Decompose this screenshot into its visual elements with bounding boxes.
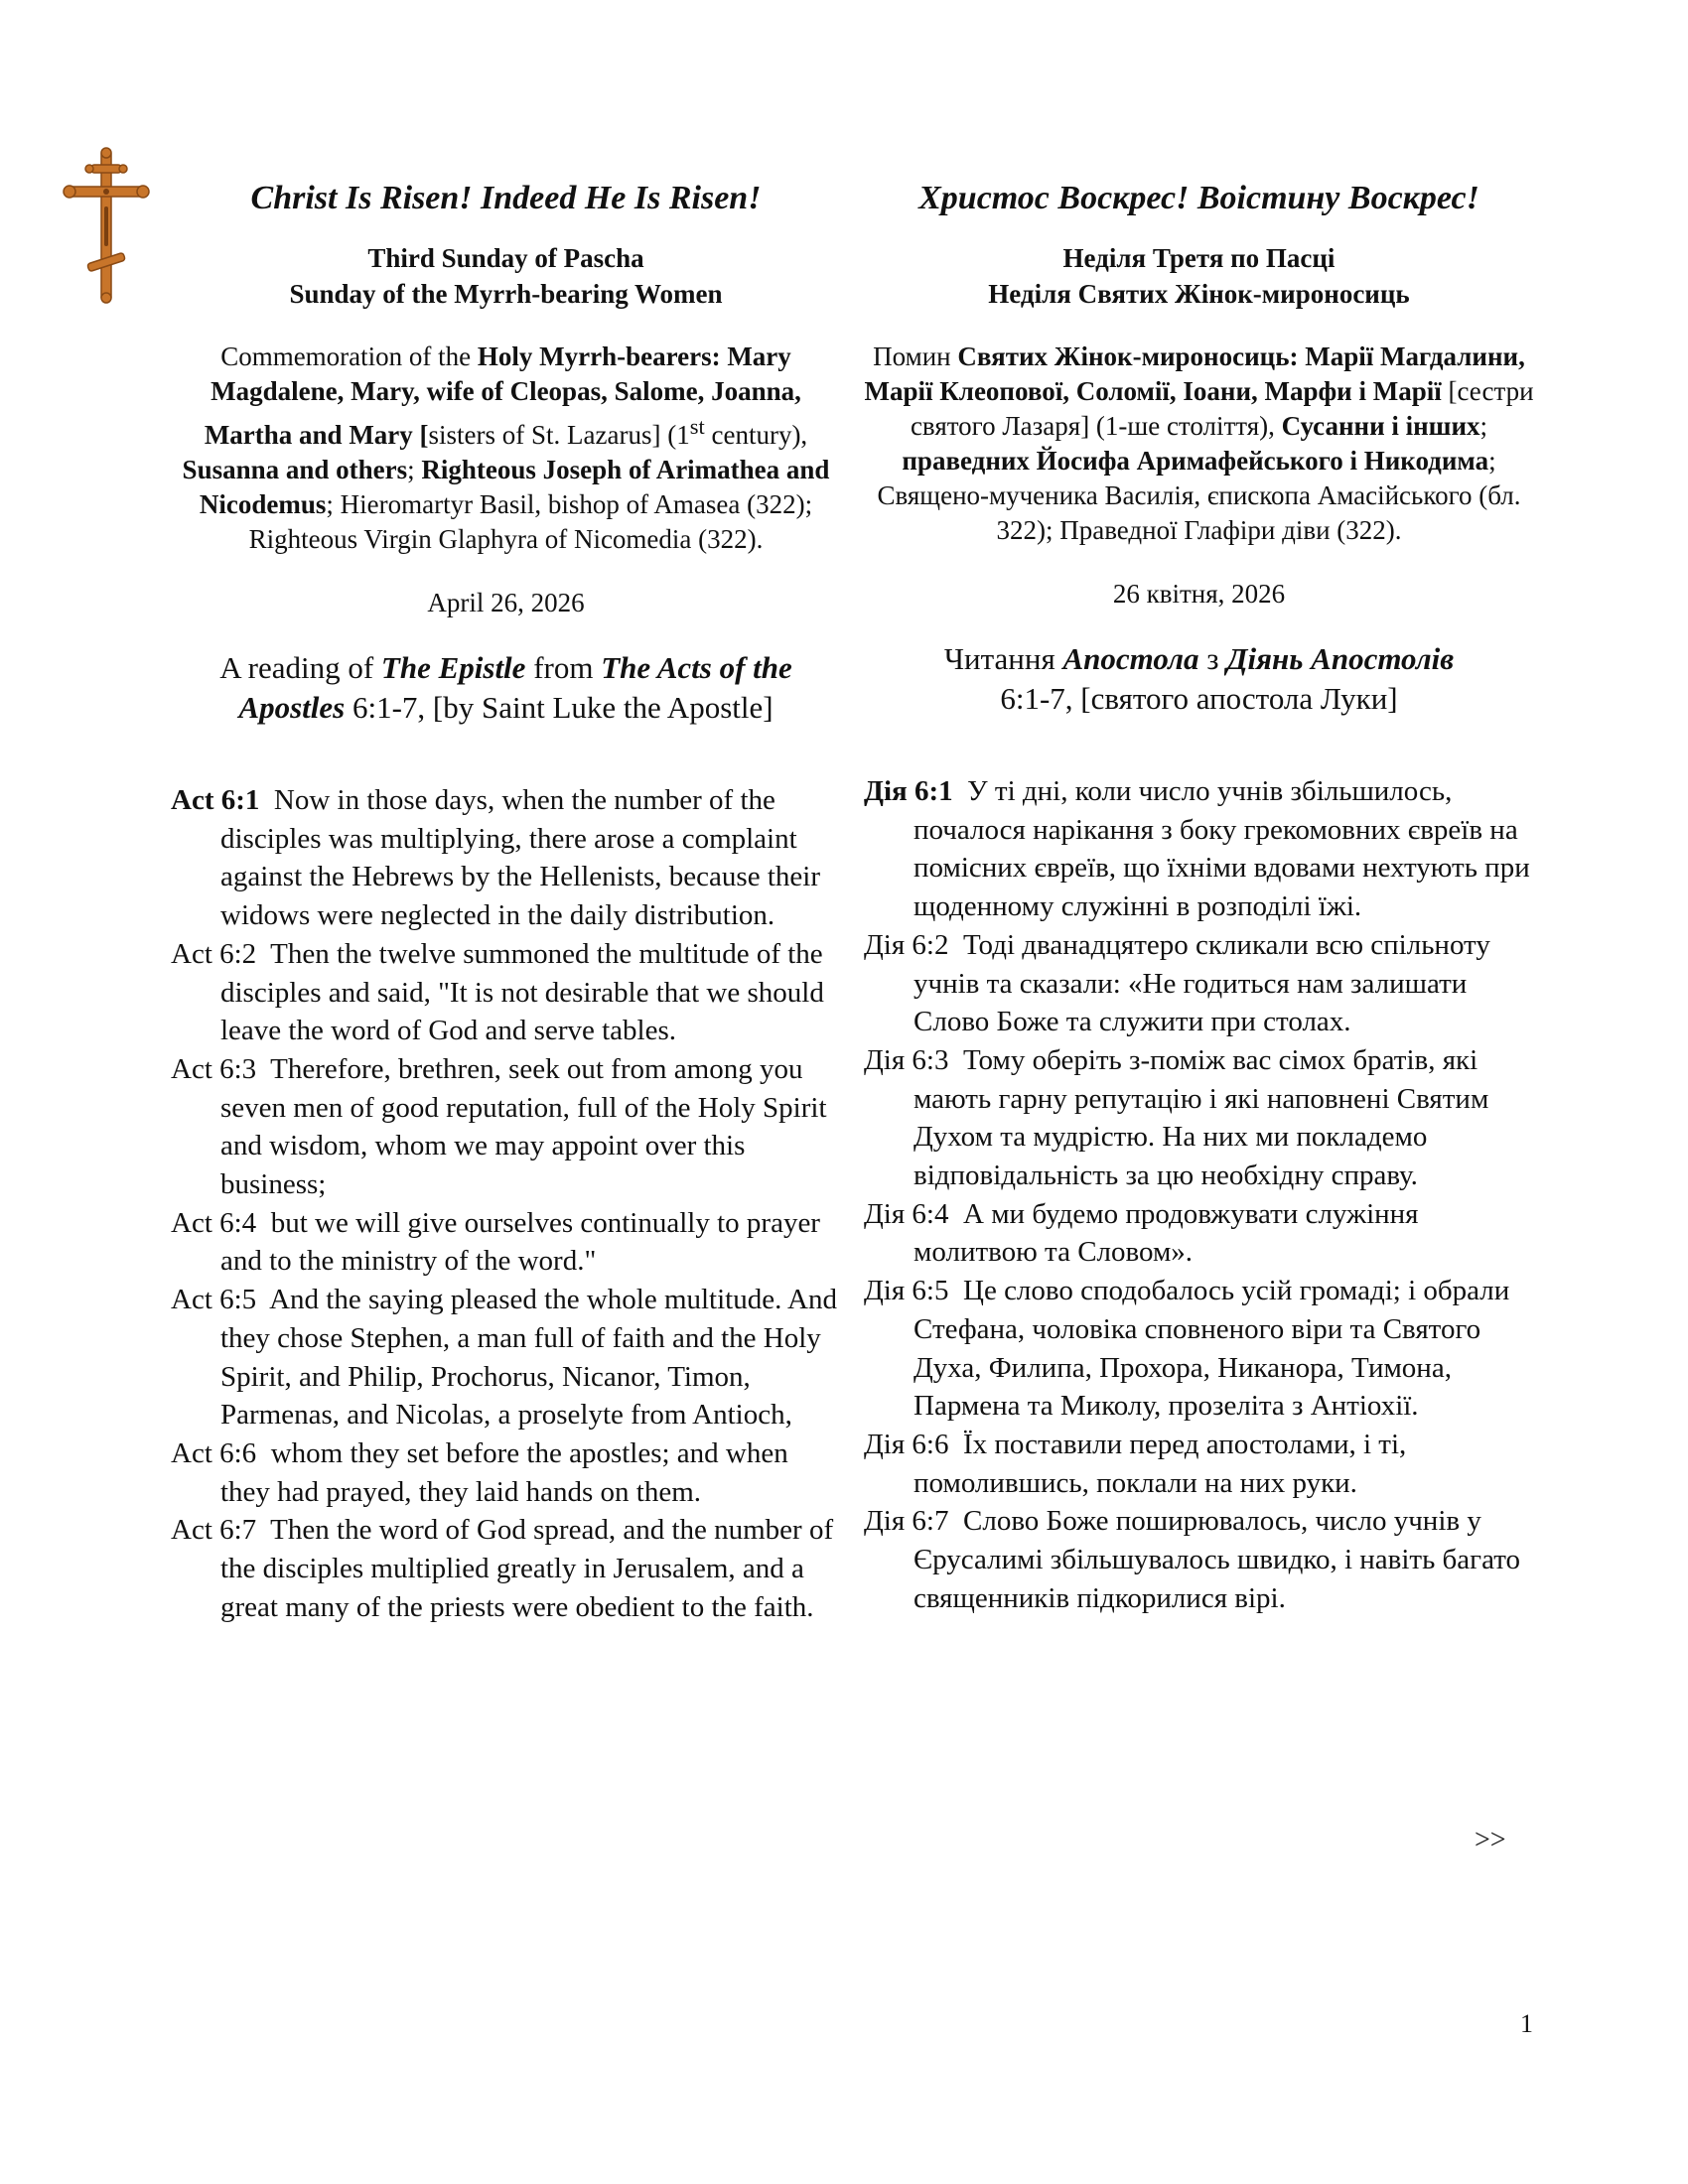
- commemoration: Помин Святих Жінок-мироносиць: Марії Магдалини, Марії Клеопової, Соломії, Іоани, Марфи і Марії [сестри святого Лазаря] (1-ше століття), Сусанни і інших; праведних Йосифа Аримафейського і Никодима; Священо-мученика Василія, єпископа Амасійського (бл. 322); Праведної Глафіри діви (322).: [864, 341, 1534, 545]
- verse: Дія 6:4 А ми будемо продовжувати служіння молитвою та Словом».: [864, 1197, 1419, 1269]
- paschal-greeting: Христос Воскрес! Воістину Воскрес!: [918, 180, 1479, 216]
- verse-ref: Act 6:6: [171, 1436, 257, 1469]
- date: 26 квітня, 2026: [1112, 579, 1286, 609]
- verse-ref: Act 6:4: [171, 1206, 257, 1239]
- verse: Дія 6:2 Тоді дванадцятеро скликали всю спільноту учнів та сказали: «Не годиться нам залишати Слово Боже та служити при столах.: [864, 928, 1490, 1038]
- verse-ref: Act 6:1: [171, 784, 260, 816]
- verse: Дія 6:6 Їх поставили перед апостолами, і ті, помолившись, поклали на них руки.: [864, 1428, 1407, 1499]
- verse: Дія 6:5 Це слово сподобалось усій громаді; і обрали Стефана, чоловіка сповненого віри та Святого Духа, Филипа, Прохора, Никанора, Тимона, Пармена та Миколу, прозеліта з Антіохії.: [864, 1275, 1510, 1423]
- verse-ref: Дія 6:2: [864, 928, 949, 961]
- reading-title: Читання Апостола з Діянь Апостолів 6:1-7, [святого апостола Луки]: [943, 641, 1455, 716]
- sunday-subtitle: Sunday of the Myrrh-bearing Women: [289, 279, 723, 309]
- paschal-greeting: Christ Is Risen! Indeed He Is Risen!: [250, 180, 762, 216]
- date: April 26, 2026: [427, 588, 585, 617]
- page-number: 1: [1520, 2009, 1533, 2038]
- verse-ref: Дія 6:6: [864, 1428, 949, 1460]
- verse: Act 6:6 whom they set before the apostles; and when they had prayed, they laid hands on them.: [171, 1436, 788, 1508]
- verse-ref: Дія 6:4: [864, 1197, 949, 1230]
- continued-marker: >>: [1475, 1825, 1506, 1855]
- verse-ref: Дія 6:7: [864, 1505, 949, 1538]
- sunday-subtitle: Неділя Святих Жінок-мироносиць: [988, 279, 1410, 309]
- orthodox-cross-icon: [62, 147, 151, 306]
- english-column: [171, 175, 841, 1626]
- sunday-title: Неділя Третя по Пасці: [1062, 243, 1336, 273]
- commemoration: Commemoration of the Holy Myrrh-bearers: Mary Magdalene, Mary, wife of Cleopas, Salome, Joanna, Martha and Mary [sisters of St. Lazarus] (1st century), Susanna and others; Righteous Joseph of Arimathea and Nicodemus; Hieromartyr Basil, bishop of Amasea (322); Righteous Virgin Glaphyra of Nicomedia (322).: [182, 341, 830, 554]
- verse: Дія 6:1 У ті дні, коли число учнів збільшилось, почалося нарікання з боку грекомовних євреїв на помісних євреїв, що їхніми вдовами нехтують при щоденному служінні в розподілі їжі.: [864, 775, 1530, 923]
- verse: Дія 6:7 Слово Боже поширювалось, число учнів у Єрусалимі збільшувалось швидко, і навіть багато священників підкорилися вірі.: [864, 1505, 1520, 1614]
- verse: Act 6:5 And the saying pleased the whole multitude. And they chose Stephen, a man full of faith and the Holy Spirit, and Philip, Prochorus, Nicanor, Timon, Parmenas, and Nicolas, a proselyte from Antioch,: [171, 1284, 837, 1432]
- verse: Act 6:4 but we will give ourselves continually to prayer and to the ministry of the word.": [171, 1206, 820, 1278]
- reading-title: A reading of The Epistle from The Acts of the Apostles 6:1-7, [by Saint Luke the Apostle]: [219, 650, 792, 725]
- verse-ref: Act 6:3: [171, 1052, 257, 1085]
- verse: Act 6:7 Then the word of God spread, and the number of the disciples multiplied greatly in Jerusalem, and a great many of the priests were obedient to the faith.: [171, 1514, 834, 1623]
- verse: Act 6:1 Now in those days, when the number of the disciples was multiplying, there arose a complaint against the Hebrews by the Hellenists, because their widows were neglected in the daily distribution.: [171, 784, 820, 932]
- verse: Act 6:3 Therefore, brethren, seek out from among you seven men of good reputation, full of the Holy Spirit and wisdom, whom we may appoint over this business;: [171, 1052, 827, 1201]
- verse-ref: Act 6:2: [171, 937, 257, 970]
- verse: Act 6:2 Then the twelve summoned the multitude of the disciples and said, "It is not desirable that we should leave the word of God and serve tables.: [171, 937, 824, 1047]
- verse-ref: Дія 6:5: [864, 1275, 949, 1307]
- ukrainian-column: [864, 175, 1534, 1617]
- verse-ref: Дія 6:1: [864, 775, 953, 807]
- verse-ref: Дія 6:3: [864, 1043, 949, 1076]
- verse-list: [864, 772, 1534, 1617]
- verse-ref: Act 6:5: [171, 1284, 257, 1316]
- sunday-title: Third Sunday of Pascha: [367, 243, 644, 273]
- verse-list: [171, 781, 841, 1626]
- verse-ref: Act 6:7: [171, 1514, 257, 1547]
- verse: Дія 6:3 Тому оберіть з-поміж вас сімох братів, які мають гарну репутацію і які наповнені Святим Духом та мудрістю. На них ми покладемо відповідальність за цю необхідну справу.: [864, 1043, 1489, 1192]
